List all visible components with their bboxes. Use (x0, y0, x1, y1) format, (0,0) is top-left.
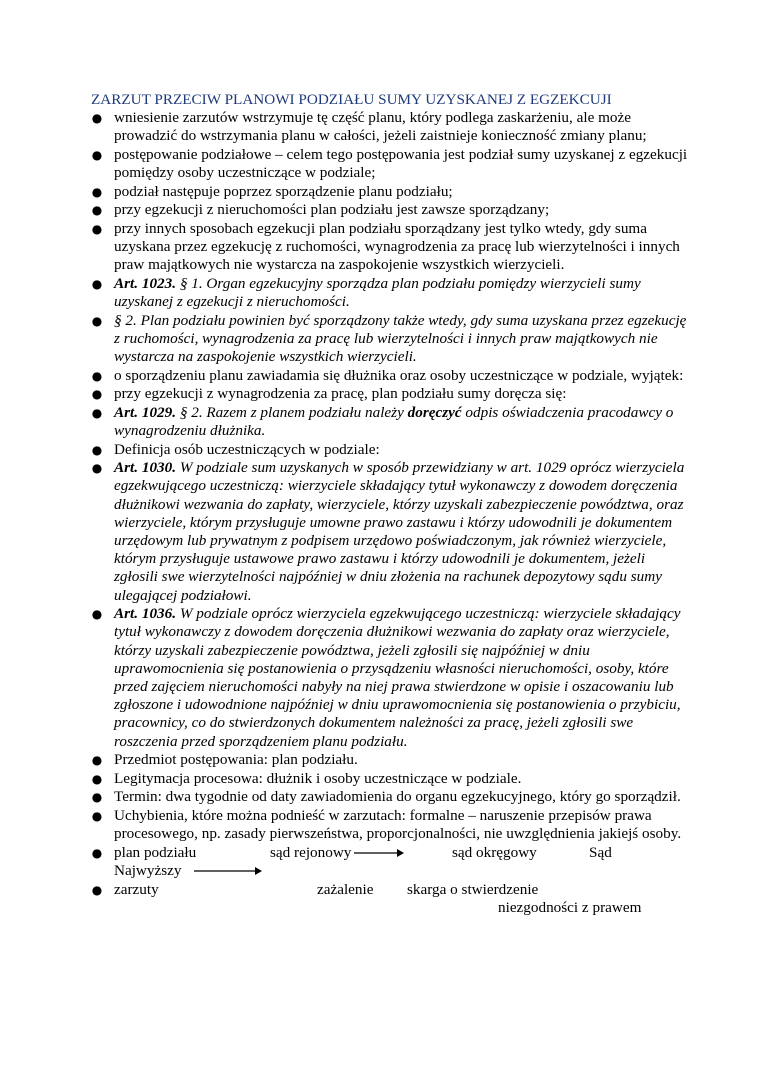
remedy-cassation-cont: niezgodności z prawem (498, 898, 642, 916)
bullet-icon: ● (91, 111, 103, 125)
list-item-article-1029: ● Art. 1029. § 2. Razem z planem podziału należy doręczyć odpis oświadczenia pracodawcy o wynagrodzeniu dłużnika. (91, 403, 674, 439)
bullet-icon: ● (91, 313, 103, 328)
list-item-appeal-path (90, 844, 690, 880)
bullet-icon: ● (91, 790, 103, 805)
bullet-icon: ● (91, 808, 103, 823)
flow-district-court: sąd rejonowy (270, 843, 352, 861)
list-item: ● o sporządzeniu planu zawiadamia się dłużnika oraz osoby uczestniczące w podziale, wyjątek: (91, 366, 684, 384)
list-item: ● przy egzekucji z nieruchomości plan podziału jest zawsze sporządzany; (91, 201, 550, 219)
list-item: ● wniesienie zarzutów wstrzymuje tę część planu, który podlega zaskarżeniu, ale może prowadzić do wstrzymania planu w całości, jeżeli zaistnieje konieczność zmiany planu; (91, 109, 647, 145)
bullet-icon: ● (91, 221, 103, 236)
bullet-icon: ● (91, 368, 103, 383)
bullet-icon: ● (91, 405, 103, 420)
bullet-icon: ● (91, 203, 103, 218)
list-item-article-1036: ● Art. 1036. W podziale oprócz wierzyciela egzekwującego uczestniczą: wierzyciele składający tytuł wykonawczy z dowodem doręczenia dłużnikowi wezwania do zapłaty oraz wierzyciele, którzy uzyskali zabezpieczenie powództwa, jeżeli zgłosili się najpóźniej w dniu uprawomocnienia się postanowienia o przysądzeniu własności nieruchomości, osoby, które przed zajęciem nieruchomości nabyły na niej prawa stwierdzone w opisie i oszacowaniu lub zgłoszone i udowodnione najpóźniej w dniu uprawomocnienia się postanowienia o przybiciu, pracownicy, co do stwierdzonych dokumentem należności za pracę, jeżeli zgłosili swe roszczenia przed sporządzeniem planu podziału. (91, 605, 681, 750)
list-item: ● przy egzekucji z wynagrodzenia za pracę, plan podziału sumy doręcza się: (91, 385, 567, 403)
remedy-cassation: skarga o stwierdzenie (407, 880, 539, 898)
list-item: ● Termin: dwa tygodnie od daty zawiadomienia do organu egzekucyjnego, który go sporządził. (91, 788, 681, 806)
flow-supreme-court: Sąd (589, 843, 612, 861)
bullet-icon: ● (91, 461, 103, 476)
remedy-complaint: zażalenie (317, 880, 374, 898)
arrow-right-icon (194, 866, 262, 876)
list-item: ● Przedmiot postępowania: plan podziału. (91, 751, 358, 769)
flow-regional-court: sąd okręgowy (452, 843, 537, 861)
bullet-icon: ● (91, 607, 103, 622)
list-item-paragraph-2: ● § 2. Plan podziału powinien być sporządzony także wtedy, gdy suma uzyskana przez egzekucję z ruchomości, wynagrodzenia za pracę lub wierzytelności i innych praw majątkowych nie wystarcza na zaspokojenie wszystkich wierzycieli. (91, 311, 687, 365)
bullet-icon: ● (91, 753, 103, 768)
bullet-icon: ● (91, 882, 103, 897)
bullet-icon: ● (91, 442, 103, 457)
document-title: ZARZUT PRZECIW PLANOWI PODZIAŁU SUMY UZYSKANEJ Z EGZEKCUJI (91, 91, 612, 108)
remedy-objections: zarzuty (114, 880, 159, 898)
bullet-icon: ● (91, 387, 103, 402)
flow-supreme-court-cont: Najwyższy (114, 861, 182, 879)
list-item: ● przy innych sposobach egzekucji plan podziału sporządzany jest tylko wtedy, gdy suma uzyskana przez egzekucję z ruchomości, wynagrodzenia za pracę lub wierzytelności i innych praw majątkowych nie wystarcza na zaspokojenie wszystkich wierzycieli. (91, 219, 680, 274)
flow-plan-label: plan podziału (114, 843, 197, 861)
list-item: ● Legitymacja procesowa: dłużnik i osoby uczestniczące w podziale. (91, 769, 522, 787)
list-item-article-1030: ● Art. 1030. W podziale sum uzyskanych w sposób przewidziany w art. 1029 oprócz wierzyciela egzekwującego uczestniczą: wierzyciele składający tytuł wykonawczy z dowodem doręczenia dłużnikowi wezwania do zapłaty, wierzyciele, którzy uzyskali zabezpieczenie powództwa, oraz wierzyciele, którym przysługuje umowne prawo zastawu i którzy udowodnili je dokumentem urzędowym lub prywatnym z podpisem urzędowo poświadczonym, jak również wierzyciele, którym przysługuje ustawowe prawo zastawu i którzy udowodnili je dokumentem, jeżeli zgłosili swe wierzytelności najpóźniej w dniu złożenia na rachunek depozytowy sądu sumy ulegającej podziałowi. (91, 459, 685, 604)
bullet-icon: ● (91, 276, 103, 291)
arrow-right-icon (354, 848, 404, 858)
bullet-icon: ● (91, 147, 103, 162)
list-item: ● Definicja osób uczestniczących w podziale: (91, 440, 380, 458)
list-item: ● Uchybienia, które można podnieść w zarzutach: formalne – naruszenie przepisów prawa procesowego, np. zasady pierwszeństwa, proporcjonalności, nie uwzględnienia jakiejś osoby. (91, 806, 682, 843)
bullet-list (90, 109, 690, 917)
list-item: ● postępowanie podziałowe – celem tego postępowania jest podział sumy uzyskanej z egzekucji pomiędzy osoby uczestniczące w podziale; (91, 145, 688, 181)
bullet-icon: ● (91, 771, 103, 786)
list-item: ● podział następuje poprzez sporządzenie planu podziału; (91, 182, 453, 200)
list-item-article-1023: ● Art. 1023. § 1. Organ egzekucyjny sporządza plan podziału pomiędzy wierzycieli sumy uzyskanej z egzekucji z nieruchomości. (91, 274, 641, 310)
list-item-remedies (90, 881, 690, 917)
bullet-icon: ● (91, 184, 103, 199)
bullet-icon: ● (91, 845, 103, 860)
